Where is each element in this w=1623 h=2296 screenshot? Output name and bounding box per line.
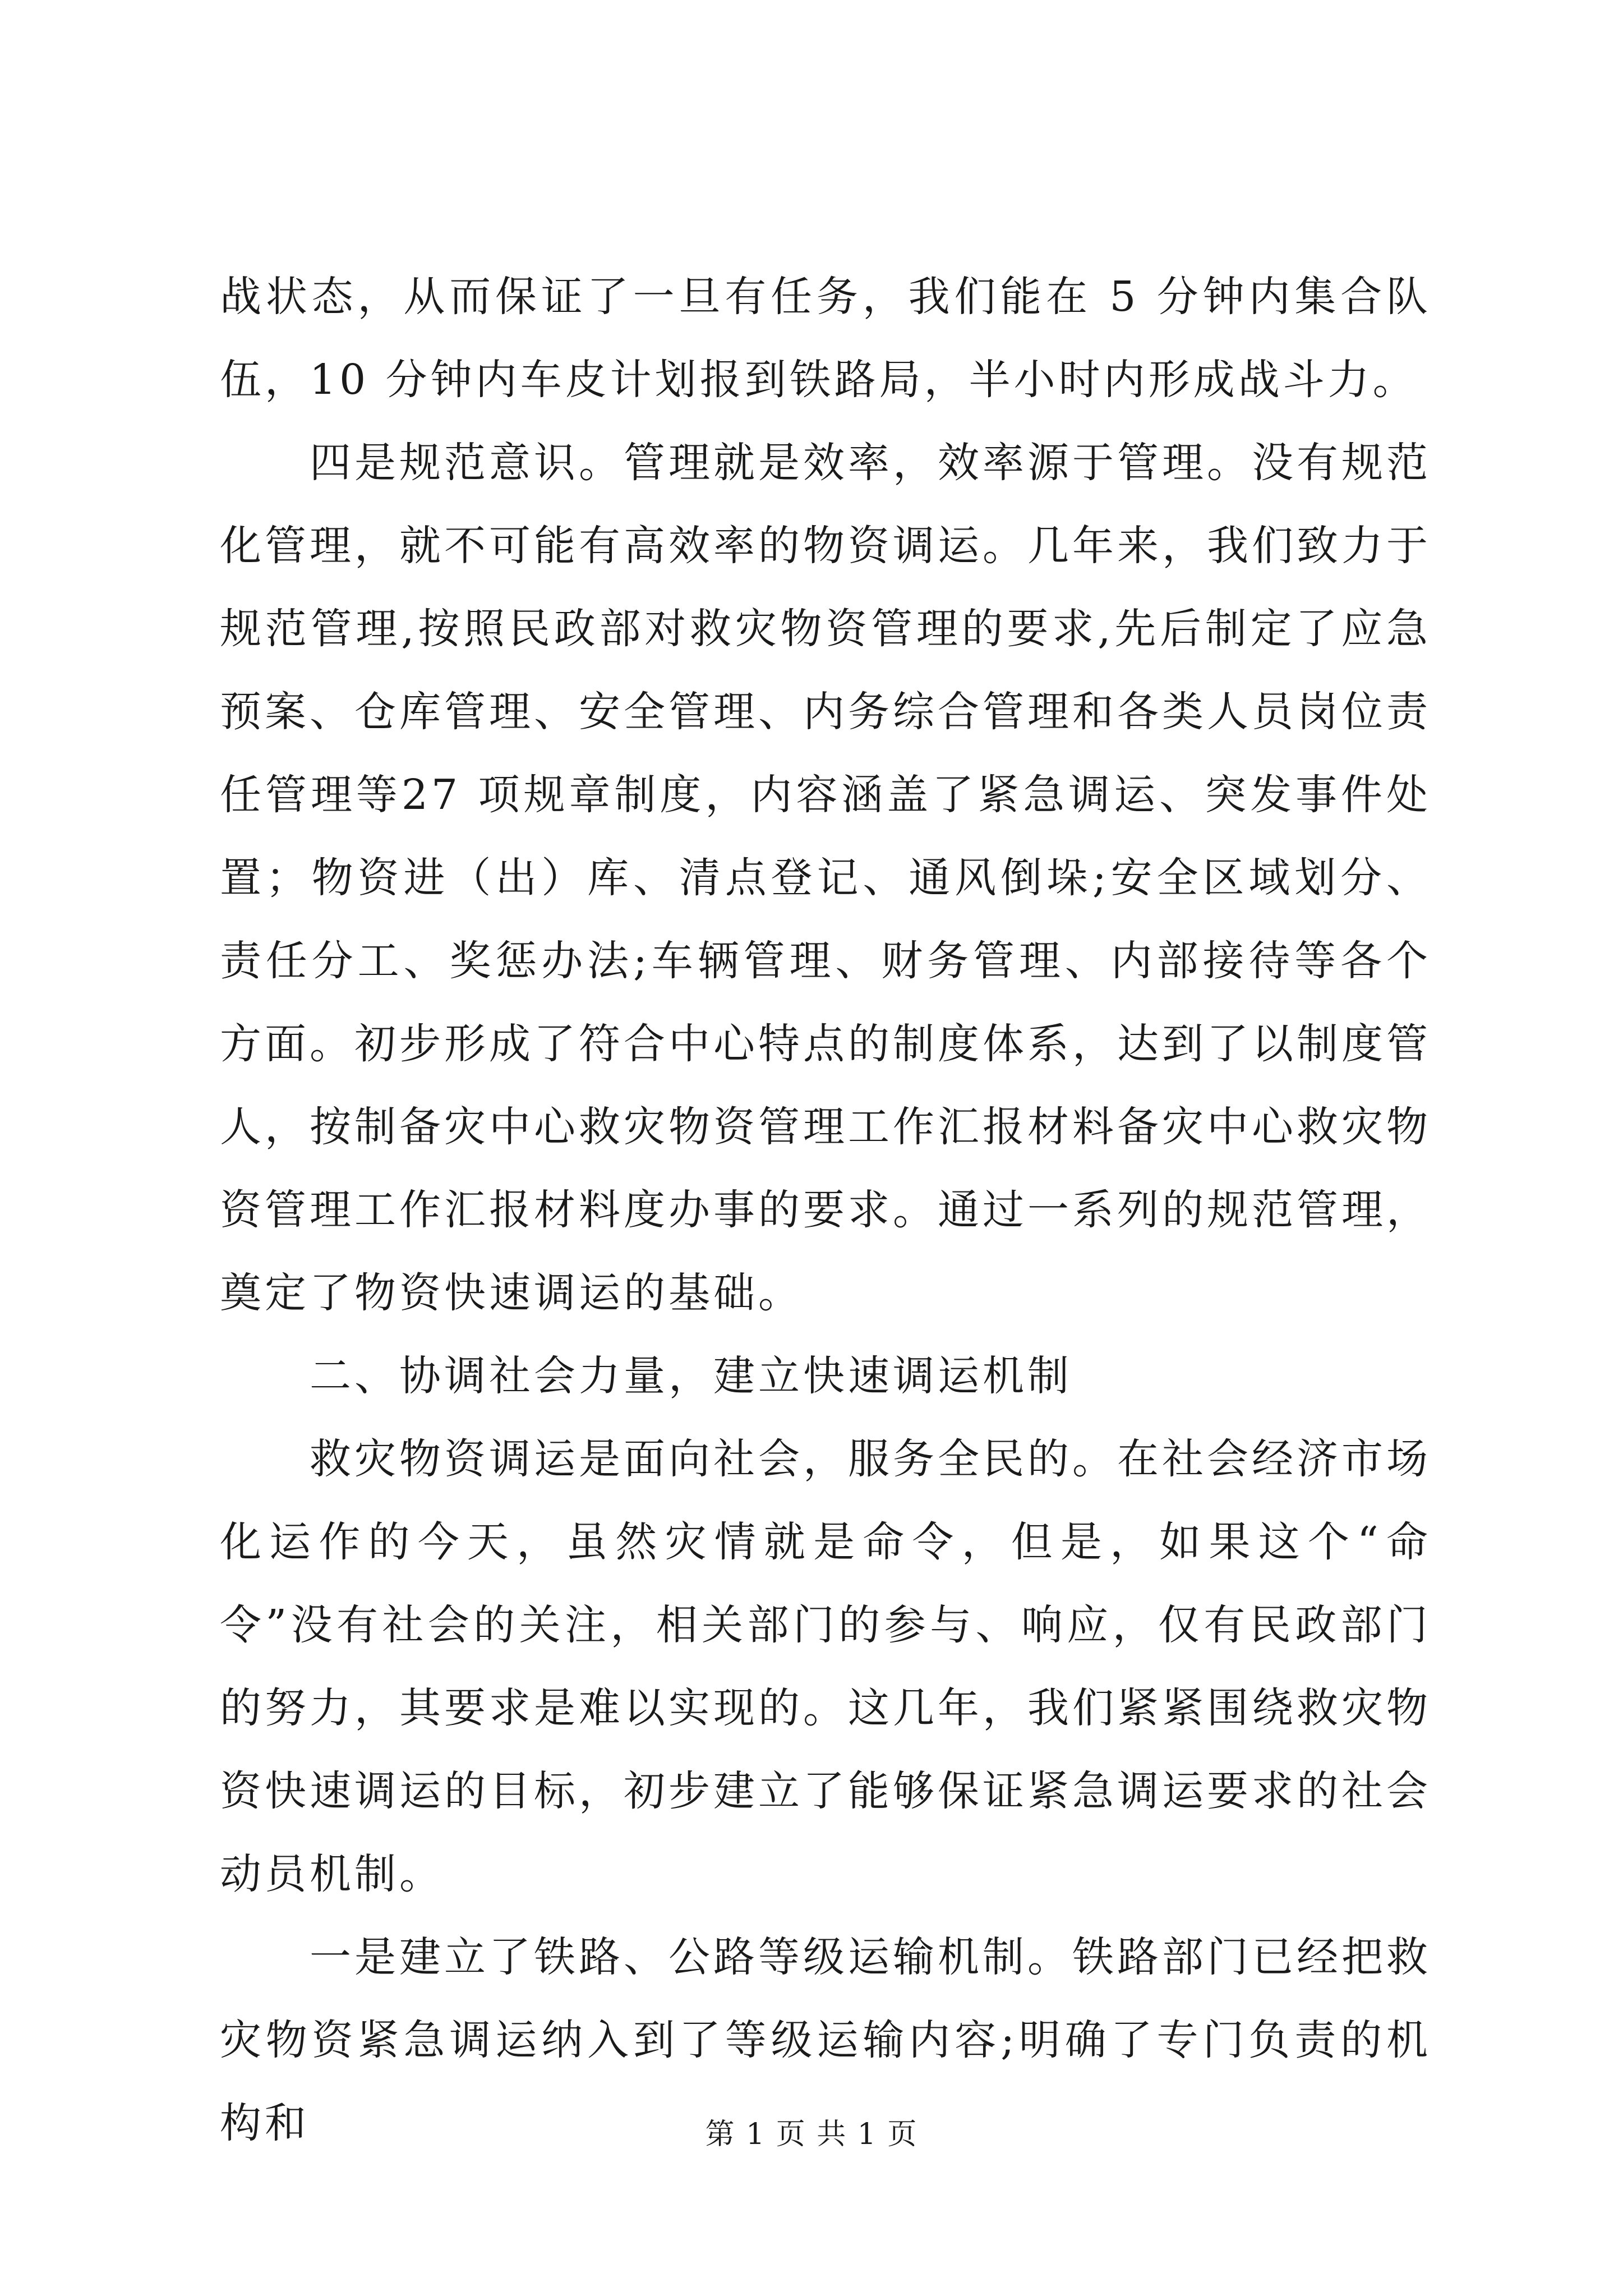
document-body xyxy=(220,255,1431,2165)
paragraph-2: 四是规范意识。管理就是效率，效率源于管理。没有规范化管理，就不可能有高效率的物资调运。几年来，我们致力于规范管理,按照民政部对救灾物资管理的要求,先后制定了应急预案、仓库管理、安全管理、内务综合管理和各类人员岗位责任管理等27 项规章制度，内容涵盖了紧急调运、突发事件处置；物资进（出）库、清点登记、通风倒垛;安全区域划分、责任分工、奖惩办法;车辆管理、财务管理、内部接待等各个方面。初步形成了符合中心特点的制度体系，达到了以制度管人，按制备灾中心救灾物资管理工作汇报材料备灾中心救灾物资管理工作汇报材料度办事的要求。通过一系列的规范管理，奠定了物资快速调运的基础。 xyxy=(220,439,1431,1317)
paragraph-3: 救灾物资调运是面向社会，服务全民的。在社会经济市场化运作的今天，虽然灾情就是命令，但是，如果这个“命令”没有社会的关注，相关部门的参与、响应，仅有民政部门的努力，其要求是难以实现的。这几年，我们紧紧围绕救灾物资快速调运的目标，初步建立了能够保证紧急调运要求的社会动员机制。 xyxy=(220,1435,1431,1898)
paragraph-1: 战状态，从而保证了一旦有任务，我们能在 5 分钟内集合队伍，10 分钟内车皮计划报到铁路局，半小时内形成战斗力。 xyxy=(220,273,1431,404)
paragraph-4: 一是建立了铁路、公路等级运输机制。铁路部门已经把救灾物资紧急调运纳入到了等级运输内容;明确了专门负责的机构和 xyxy=(220,1933,1431,2147)
page-footer: 第 1 页 共 1 页 xyxy=(705,2118,918,2151)
section-heading: 二、协调社会力量，建立快速调运机制 xyxy=(310,1352,1072,1400)
